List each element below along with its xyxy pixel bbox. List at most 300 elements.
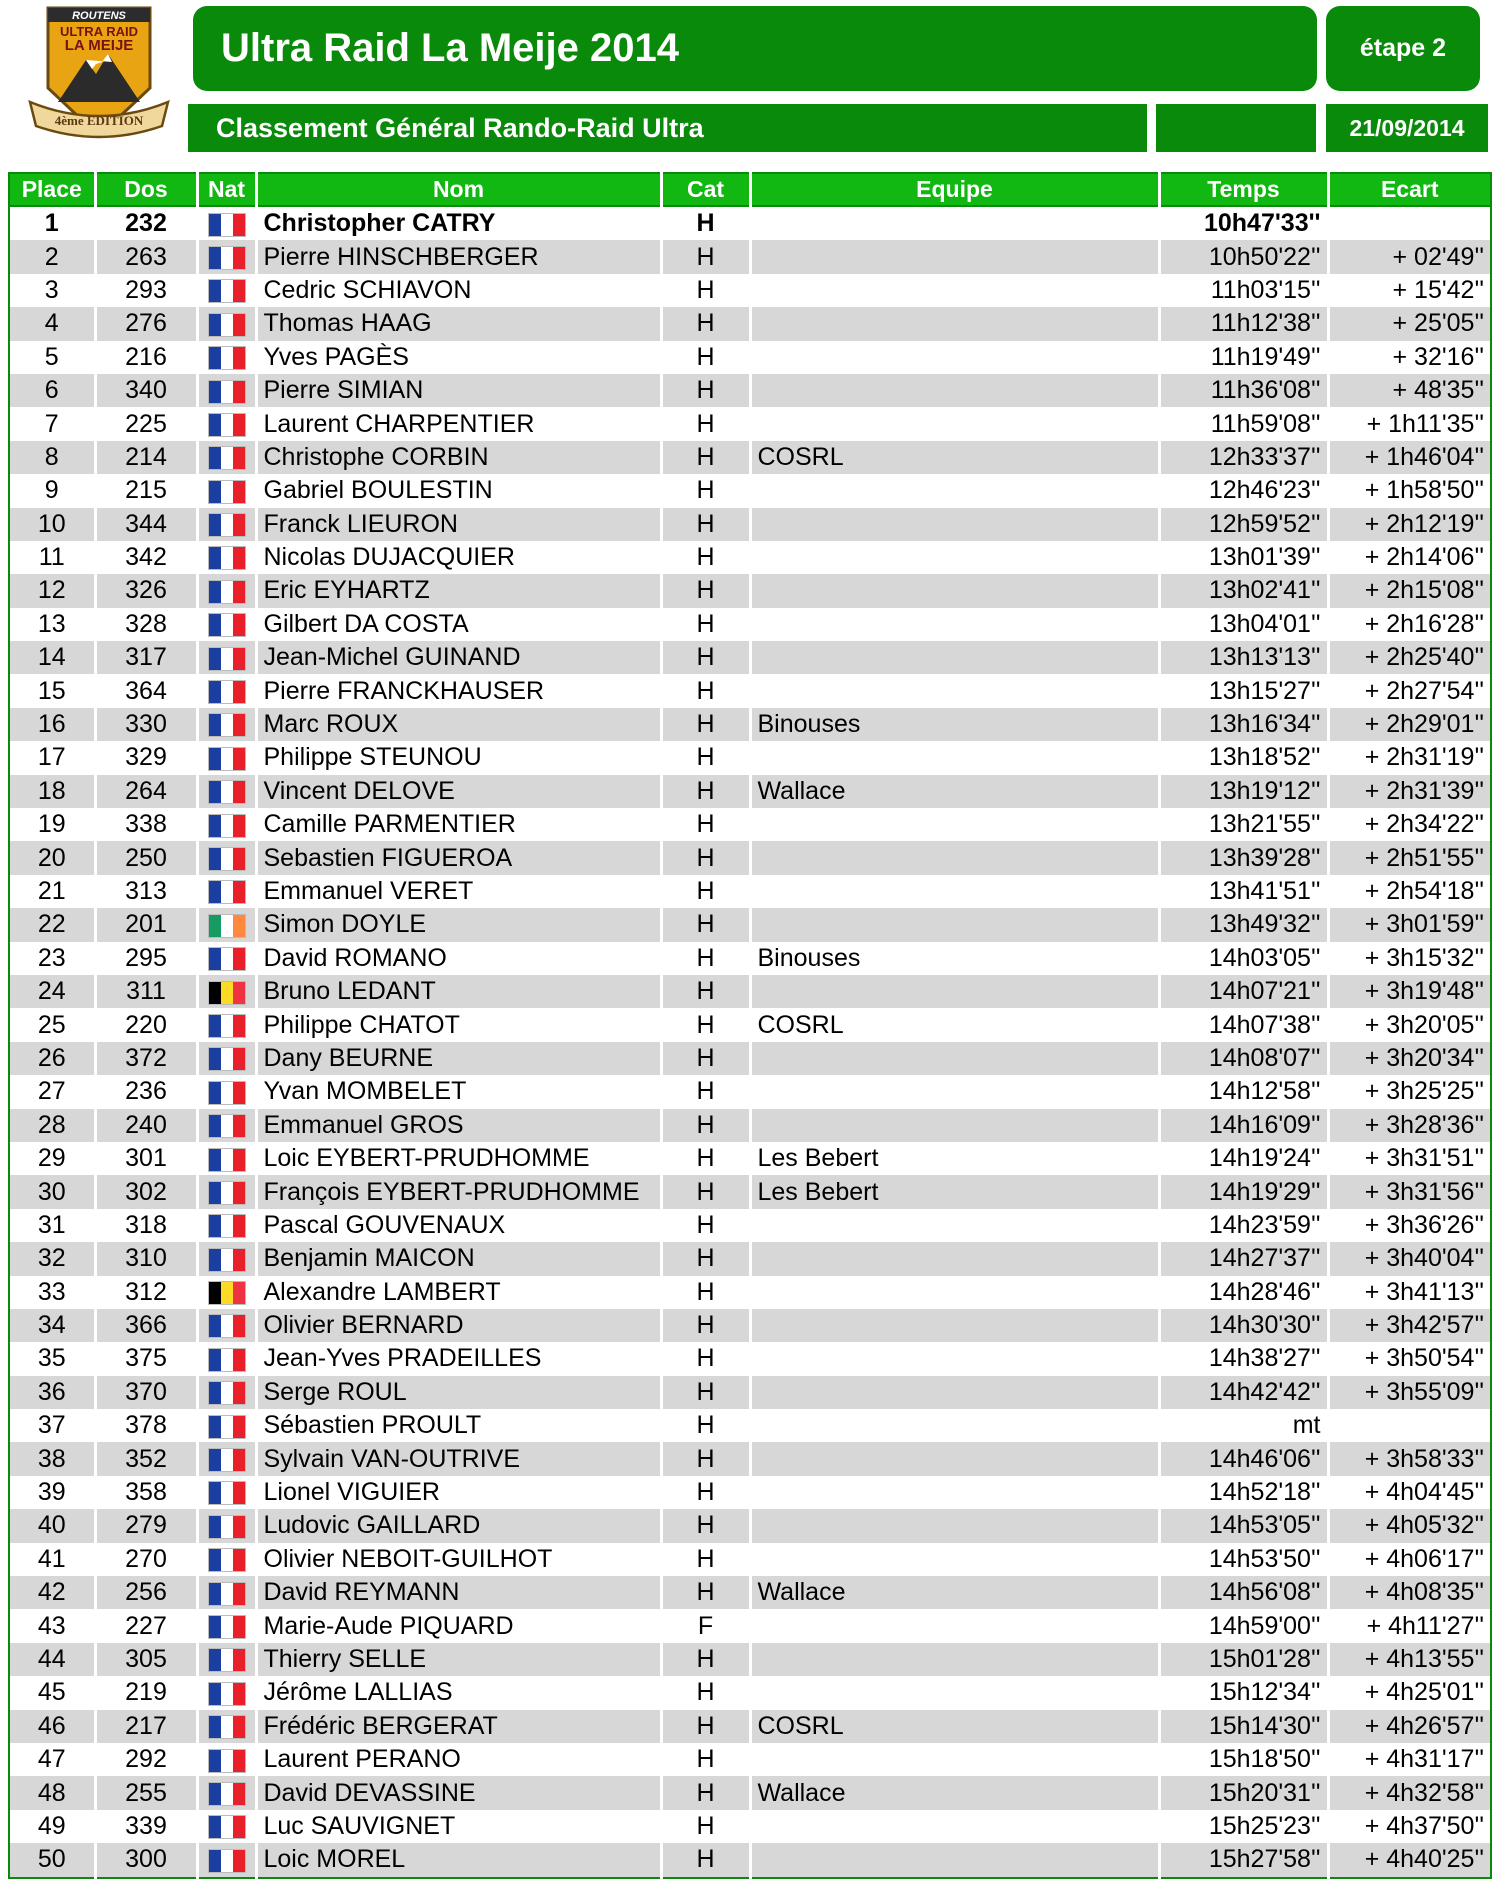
table-row (9, 1776, 1491, 1809)
time-cell: 14h42'42'' (1159, 1376, 1328, 1409)
nat-cell (197, 1543, 256, 1576)
gap-cell: + 2h16'28'' (1328, 608, 1491, 641)
team-cell (750, 307, 1159, 340)
name-cell: Franck LIEURON (256, 508, 661, 541)
nat-cell (197, 541, 256, 574)
team-cell (750, 1242, 1159, 1275)
table-row (9, 1509, 1491, 1542)
nat-cell (197, 574, 256, 607)
time-cell: 14h28'46'' (1159, 1276, 1328, 1309)
flag-fr-icon (209, 1783, 245, 1805)
logo-edition: 4ème EDITION (54, 113, 144, 128)
place-cell: 39 (9, 1476, 95, 1509)
cat-cell: H (661, 1042, 750, 1075)
cat-cell: H (661, 341, 750, 374)
gap-cell: + 25'05'' (1328, 307, 1491, 340)
cat-cell: H (661, 474, 750, 507)
time-cell: 14h53'50'' (1159, 1543, 1328, 1576)
place-cell: 25 (9, 1008, 95, 1041)
table-row (9, 1242, 1491, 1275)
name-cell: Lionel VIGUIER (256, 1476, 661, 1509)
team-cell (750, 508, 1159, 541)
time-cell: 13h15'27'' (1159, 674, 1328, 707)
gap-cell: + 4h25'01'' (1328, 1676, 1491, 1709)
name-cell: Thierry SELLE (256, 1643, 661, 1676)
team-cell: Wallace (750, 1776, 1159, 1809)
gap-cell: + 3h40'04'' (1328, 1242, 1491, 1275)
table-header-row (9, 173, 1491, 206)
dos-cell: 293 (95, 274, 197, 307)
nat-cell (197, 1276, 256, 1309)
logo-line2: LA MEIJE (64, 37, 134, 54)
dos-cell: 240 (95, 1109, 197, 1142)
table-row (9, 875, 1491, 908)
gap-cell: + 4h06'17'' (1328, 1543, 1491, 1576)
time-cell: 13h39'28'' (1159, 841, 1328, 874)
cat-cell: H (661, 1209, 750, 1242)
team-cell (750, 474, 1159, 507)
gap-cell: + 3h20'05'' (1328, 1008, 1491, 1041)
team-cell (750, 1409, 1159, 1442)
event-date: 21/09/2014 (1326, 104, 1488, 152)
time-cell: 14h12'58'' (1159, 1075, 1328, 1108)
place-cell: 50 (9, 1843, 95, 1877)
gap-cell: + 3h55'09'' (1328, 1376, 1491, 1409)
dos-cell: 300 (95, 1843, 197, 1877)
cat-cell: H (661, 841, 750, 874)
name-cell: Christophe CORBIN (256, 441, 661, 474)
time-cell: 13h16'34'' (1159, 708, 1328, 741)
time-cell: 12h46'23'' (1159, 474, 1328, 507)
gap-cell: + 2h54'18'' (1328, 875, 1491, 908)
table-row (9, 1676, 1491, 1709)
place-cell: 34 (9, 1309, 95, 1342)
place-cell: 11 (9, 541, 95, 574)
col-header-dos[interactable]: Dos (95, 173, 197, 206)
nat-cell (197, 1109, 256, 1142)
gap-cell: + 4h04'45'' (1328, 1476, 1491, 1509)
name-cell: Dany BEURNE (256, 1042, 661, 1075)
name-cell: Emmanuel GROS (256, 1109, 661, 1142)
table-row (9, 808, 1491, 841)
dos-cell: 215 (95, 474, 197, 507)
place-cell: 19 (9, 808, 95, 841)
table-row (9, 908, 1491, 941)
page-title: Ultra Raid La Meije 2014 (193, 6, 1317, 91)
dos-cell: 310 (95, 1242, 197, 1275)
cat-cell: H (661, 240, 750, 273)
flag-fr-icon (209, 1349, 245, 1371)
gap-cell: + 4h37'50'' (1328, 1810, 1491, 1843)
place-cell: 29 (9, 1142, 95, 1175)
team-cell: Les Bebert (750, 1175, 1159, 1208)
dos-cell: 370 (95, 1376, 197, 1409)
cat-cell: H (661, 1175, 750, 1208)
cat-cell: H (661, 1142, 750, 1175)
place-cell: 40 (9, 1509, 95, 1542)
gap-cell: + 4h08'35'' (1328, 1576, 1491, 1609)
dos-cell: 339 (95, 1810, 197, 1843)
place-cell: 22 (9, 908, 95, 941)
flag-fr-icon (209, 648, 245, 670)
name-cell: Camille PARMENTIER (256, 808, 661, 841)
team-cell (750, 240, 1159, 273)
flag-ie-icon (209, 915, 245, 937)
place-cell: 47 (9, 1743, 95, 1776)
gap-cell: + 1h11'35'' (1328, 407, 1491, 440)
team-cell (750, 1376, 1159, 1409)
blank-header-cell (1156, 104, 1316, 152)
results-table (8, 172, 1492, 1879)
logo-brand: ROUTENS (72, 10, 126, 22)
col-header-equipe[interactable]: Equipe (750, 173, 1159, 206)
table-row (9, 374, 1491, 407)
name-cell: Philippe STEUNOU (256, 741, 661, 774)
time-cell: 14h07'21'' (1159, 975, 1328, 1008)
nat-cell (197, 841, 256, 874)
name-cell: Pierre FRANCKHAUSER (256, 674, 661, 707)
team-cell: Binouses (750, 942, 1159, 975)
place-cell: 14 (9, 641, 95, 674)
cat-cell: F (661, 1609, 750, 1642)
table-row (9, 1576, 1491, 1609)
dos-cell: 232 (95, 206, 197, 240)
cat-cell: H (661, 1075, 750, 1108)
place-cell: 35 (9, 1342, 95, 1375)
gap-cell: + 15'42'' (1328, 274, 1491, 307)
table-row (9, 541, 1491, 574)
time-cell: 14h07'38'' (1159, 1008, 1328, 1041)
cat-cell: H (661, 374, 750, 407)
cat-cell: H (661, 975, 750, 1008)
time-cell: 14h23'59'' (1159, 1209, 1328, 1242)
gap-cell: + 4h13'55'' (1328, 1643, 1491, 1676)
gap-cell: + 4h32'58'' (1328, 1776, 1491, 1809)
cat-cell: H (661, 1743, 750, 1776)
nat-cell (197, 1509, 256, 1542)
table-row (9, 1442, 1491, 1475)
flag-fr-icon (209, 1215, 245, 1237)
name-cell: Emmanuel VERET (256, 875, 661, 908)
time-cell: 11h03'15'' (1159, 274, 1328, 307)
cat-cell: H (661, 1476, 750, 1509)
cat-cell: H (661, 1008, 750, 1041)
time-cell: 13h18'52'' (1159, 741, 1328, 774)
flag-fr-icon (209, 581, 245, 603)
cat-cell: H (661, 206, 750, 240)
name-cell: David ROMANO (256, 942, 661, 975)
team-cell (750, 875, 1159, 908)
table-row (9, 1309, 1491, 1342)
cat-cell: H (661, 1576, 750, 1609)
cat-cell: H (661, 775, 750, 808)
mountain-badge-icon (24, 2, 174, 150)
name-cell: François EYBERT-PRUDHOMME (256, 1175, 661, 1208)
time-cell: 14h08'07'' (1159, 1042, 1328, 1075)
dos-cell: 326 (95, 574, 197, 607)
table-row (9, 1810, 1491, 1843)
name-cell: Benjamin MAICON (256, 1242, 661, 1275)
name-cell: David REYMANN (256, 1576, 661, 1609)
team-cell (750, 274, 1159, 307)
table-row (9, 1342, 1491, 1375)
dos-cell: 378 (95, 1409, 197, 1442)
flag-fr-icon (209, 1549, 245, 1571)
nat-cell (197, 1409, 256, 1442)
team-cell (750, 1476, 1159, 1509)
dos-cell: 338 (95, 808, 197, 841)
table-row (9, 1008, 1491, 1041)
flag-fr-icon (209, 848, 245, 870)
table-row (9, 307, 1491, 340)
flag-fr-icon (209, 1616, 245, 1638)
name-cell: Olivier NEBOIT-GUILHOT (256, 1543, 661, 1576)
place-cell: 27 (9, 1075, 95, 1108)
flag-fr-icon (209, 1850, 245, 1872)
stage-label: étape 2 (1326, 6, 1480, 91)
place-cell: 32 (9, 1242, 95, 1275)
time-cell: 12h33'37'' (1159, 441, 1328, 474)
nat-cell (197, 1576, 256, 1609)
gap-cell: + 4h11'27'' (1328, 1609, 1491, 1642)
flag-fr-icon (209, 748, 245, 770)
dos-cell: 375 (95, 1342, 197, 1375)
name-cell: Thomas HAAG (256, 307, 661, 340)
table-row (9, 1743, 1491, 1776)
place-cell: 26 (9, 1042, 95, 1075)
cat-cell: H (661, 1676, 750, 1709)
flag-fr-icon (209, 1149, 245, 1171)
table-row (9, 1710, 1491, 1743)
nat-cell (197, 1710, 256, 1743)
col-header-ecart[interactable]: Ecart (1328, 173, 1491, 206)
team-cell: Wallace (750, 1576, 1159, 1609)
dos-cell: 214 (95, 441, 197, 474)
nat-cell (197, 1810, 256, 1843)
name-cell: Bruno LEDANT (256, 975, 661, 1008)
flag-fr-icon (209, 1416, 245, 1438)
flag-fr-icon (209, 881, 245, 903)
time-cell: 14h59'00'' (1159, 1609, 1328, 1642)
flag-be-icon (209, 982, 245, 1004)
cat-cell: H (661, 574, 750, 607)
nat-cell (197, 206, 256, 240)
time-cell: 13h49'32'' (1159, 908, 1328, 941)
table-row (9, 474, 1491, 507)
nat-cell (197, 708, 256, 741)
gap-cell: + 2h12'19'' (1328, 508, 1491, 541)
gap-cell (1328, 206, 1491, 240)
name-cell: Christopher CATRY (256, 206, 661, 240)
dos-cell: 372 (95, 1042, 197, 1075)
gap-cell: + 3h58'33'' (1328, 1442, 1491, 1475)
cat-cell: H (661, 1409, 750, 1442)
name-cell: Yves PAGÈS (256, 341, 661, 374)
cat-cell: H (661, 674, 750, 707)
team-cell: Les Bebert (750, 1142, 1159, 1175)
time-cell: 15h27'58'' (1159, 1843, 1328, 1877)
name-cell: Loic EYBERT-PRUDHOMME (256, 1142, 661, 1175)
flag-fr-icon (209, 614, 245, 636)
cat-cell: H (661, 808, 750, 841)
gap-cell: + 2h31'39'' (1328, 775, 1491, 808)
cat-cell: H (661, 1242, 750, 1275)
table-row (9, 1843, 1491, 1877)
table-row (9, 641, 1491, 674)
place-cell: 23 (9, 942, 95, 975)
nat-cell (197, 374, 256, 407)
flag-fr-icon (209, 1048, 245, 1070)
dos-cell: 255 (95, 1776, 197, 1809)
nat-cell (197, 1042, 256, 1075)
flag-fr-icon (209, 681, 245, 703)
place-cell: 41 (9, 1543, 95, 1576)
table-row (9, 1276, 1491, 1309)
cat-cell: H (661, 1810, 750, 1843)
team-cell: COSRL (750, 1008, 1159, 1041)
flag-fr-icon (209, 1750, 245, 1772)
table-row (9, 508, 1491, 541)
col-header-cat[interactable]: Cat (661, 173, 750, 206)
name-cell: Marc ROUX (256, 708, 661, 741)
table-row (9, 1376, 1491, 1409)
ranking-subtitle: Classement Général Rando-Raid Ultra (188, 104, 1147, 152)
dos-cell: 302 (95, 1175, 197, 1208)
flag-fr-icon (209, 714, 245, 736)
place-cell: 49 (9, 1810, 95, 1843)
flag-fr-icon (209, 1816, 245, 1838)
time-cell: 13h13'13'' (1159, 641, 1328, 674)
place-cell: 48 (9, 1776, 95, 1809)
cat-cell: H (661, 407, 750, 440)
flag-fr-icon (209, 1182, 245, 1204)
gap-cell: + 48'35'' (1328, 374, 1491, 407)
time-cell: 13h04'01'' (1159, 608, 1328, 641)
gap-cell: + 32'16'' (1328, 341, 1491, 374)
gap-cell: + 3h20'34'' (1328, 1042, 1491, 1075)
nat-cell (197, 307, 256, 340)
col-header-place[interactable]: Place (9, 173, 95, 206)
team-cell: COSRL (750, 1710, 1159, 1743)
gap-cell: + 2h25'40'' (1328, 641, 1491, 674)
time-cell: 15h25'23'' (1159, 1810, 1328, 1843)
flag-fr-icon (209, 1716, 245, 1738)
gap-cell: + 02'49'' (1328, 240, 1491, 273)
nat-cell (197, 240, 256, 273)
place-cell: 20 (9, 841, 95, 874)
flag-fr-icon (209, 1516, 245, 1538)
col-header-nat[interactable]: Nat (197, 173, 256, 206)
dos-cell: 317 (95, 641, 197, 674)
dos-cell: 216 (95, 341, 197, 374)
nat-cell (197, 1476, 256, 1509)
name-cell: Sylvain VAN-OUTRIVE (256, 1442, 661, 1475)
team-cell (750, 341, 1159, 374)
team-cell (750, 674, 1159, 707)
cat-cell: H (661, 1342, 750, 1375)
name-cell: Gabriel BOULESTIN (256, 474, 661, 507)
table-row (9, 1142, 1491, 1175)
time-cell: 14h19'24'' (1159, 1142, 1328, 1175)
name-cell: David DEVASSINE (256, 1776, 661, 1809)
table-row (9, 1476, 1491, 1509)
time-cell: 11h36'08'' (1159, 374, 1328, 407)
dos-cell: 342 (95, 541, 197, 574)
nat-cell (197, 1743, 256, 1776)
flag-fr-icon (209, 1315, 245, 1337)
team-cell (750, 908, 1159, 941)
nat-cell (197, 274, 256, 307)
table-row (9, 975, 1491, 1008)
col-header-temps[interactable]: Temps (1159, 173, 1328, 206)
time-cell: 15h14'30'' (1159, 1710, 1328, 1743)
dos-cell: 279 (95, 1509, 197, 1542)
name-cell: Gilbert DA COSTA (256, 608, 661, 641)
table-row (9, 775, 1491, 808)
time-cell: 15h12'34'' (1159, 1676, 1328, 1709)
nat-cell (197, 441, 256, 474)
flag-fr-icon (209, 514, 245, 536)
place-cell: 30 (9, 1175, 95, 1208)
team-cell: COSRL (750, 441, 1159, 474)
team-cell (750, 407, 1159, 440)
flag-fr-icon (209, 781, 245, 803)
flag-be-icon (209, 1282, 245, 1304)
gap-cell: + 4h40'25'' (1328, 1843, 1491, 1877)
time-cell: 15h18'50'' (1159, 1743, 1328, 1776)
flag-fr-icon (209, 447, 245, 469)
name-cell: Loic MOREL (256, 1843, 661, 1877)
dos-cell: 256 (95, 1576, 197, 1609)
name-cell: Olivier BERNARD (256, 1309, 661, 1342)
gap-cell: + 2h34'22'' (1328, 808, 1491, 841)
time-cell: 15h01'28'' (1159, 1643, 1328, 1676)
nat-cell (197, 775, 256, 808)
dos-cell: 311 (95, 975, 197, 1008)
flag-fr-icon (209, 1683, 245, 1705)
flag-fr-icon (209, 381, 245, 403)
team-cell (750, 1843, 1159, 1877)
place-cell: 10 (9, 508, 95, 541)
gap-cell: + 3h50'54'' (1328, 1342, 1491, 1375)
gap-cell: + 3h15'32'' (1328, 942, 1491, 975)
dos-cell: 329 (95, 741, 197, 774)
name-cell: Laurent CHARPENTIER (256, 407, 661, 440)
place-cell: 42 (9, 1576, 95, 1609)
place-cell: 17 (9, 741, 95, 774)
time-cell: 13h02'41'' (1159, 574, 1328, 607)
team-cell (750, 608, 1159, 641)
col-header-nom[interactable]: Nom (256, 173, 661, 206)
table-row (9, 674, 1491, 707)
gap-cell: + 3h41'13'' (1328, 1276, 1491, 1309)
dos-cell: 305 (95, 1643, 197, 1676)
cat-cell: H (661, 1543, 750, 1576)
table-row (9, 240, 1491, 273)
team-cell (750, 541, 1159, 574)
dos-cell: 340 (95, 374, 197, 407)
gap-cell: + 2h31'19'' (1328, 741, 1491, 774)
flag-fr-icon (209, 214, 245, 236)
place-cell: 45 (9, 1676, 95, 1709)
name-cell: Yvan MOMBELET (256, 1075, 661, 1108)
place-cell: 6 (9, 374, 95, 407)
nat-cell (197, 1075, 256, 1108)
team-cell (750, 808, 1159, 841)
place-cell: 16 (9, 708, 95, 741)
results-body (9, 206, 1491, 1878)
nat-cell (197, 341, 256, 374)
